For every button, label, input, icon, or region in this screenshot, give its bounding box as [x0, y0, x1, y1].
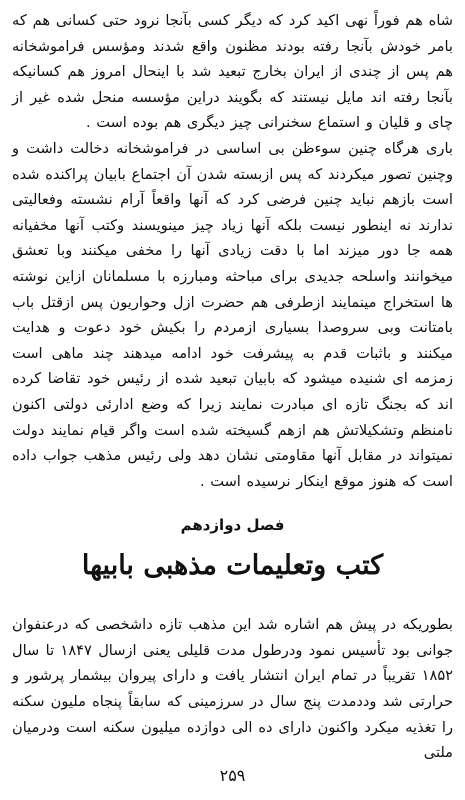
chapter-heading [12, 494, 453, 612]
chapter-title: کتب وتعلیمات مذهبی بابیها [81, 550, 384, 582]
chapter-number: فصل دوازدهم [180, 516, 285, 535]
page-number: ۲۵۹ [219, 766, 246, 785]
paragraph-2: باری هرگاه چنین سوءظن بی اساسی در فراموشخانه دخالت داشت و وچنین تصور میکردند که پس ازبسته شدن آن اجتماع بابیان پراکنده شده است بازهم نباید چنین فرضی کرد که آنها واقعاً آرام نشسته وفعالیتی ندارند نه اینطور نیست بلکه آنها زیاد چیز مینویسند وکتب آنها مخفیانه همه جا دور میزند اما با دقت زیادی آنها را مخفی میکنند وبا تعشق میخوانند واسلحه جدیدی برای مباحثه ومبارزه با مسلمانان ازاین نوشته ها استخراج مینمایند ازطرفی هم حضرت ازل وحواریون پس ازقتل باب بامتانت وبی سروصدا بسیاری ازمردم را بکیش خود دعوت و هدایت میکنند و باثبات قدم به پیشرفت خود ادامه میدهند چند ماهی است زمزمه ای شنیده میشود که بابیان تبعید شده از رئیس خود تقاضا کرده اند که بجنگ تازه ای مبادرت نمایند زیرا که وضع ادارئی دولتی اکنون نامنظم وتشکیلاتش هم ازهم گسیخته شده است واگر قیام نمایند دولت نمیتواند در مقابل آنها مقاومتی نشان دهد ولی رئیس مذهب جواب داده است که هنوز موقع اینکار نرسیده است . [12, 139, 453, 490]
paragraph-3: بطوریکه در پیش هم اشاره شد این مذهب تازه داشخصی که درعنفوان جوانی بود تأسیس نمود ودرطول مدت قلیلی یعنی ازسال ۱۸۴۷ تا سال ۱۸۵۲ تقریباً در تمام ایران انتشار یافت و دارای پیروان بیشمار پرشور و حرارتی شد وددمدت پنج سال در سرزمینی که سابقاً پنجاه ملیون سکنه را تغذیه میکرد واکنون دارای ده الی دوازده میلیون سکنه است ودرمیان ملتی [12, 616, 453, 762]
paragraph-1: شاه هم فوراً نهی اکید کرد که دیگر کسی بآنجا نرود حتی کسانی هم که بامر خودش بآنجا رفته بودند مظنون واقع شدند ومؤسس فراموشخانه هم پس از چندی از ایران بخارج تبعید شد با اینحال امروز هم کسانیکه بآنجا رفته اند مایل نیستند که بگویند دراین مؤسسه منحل شده غیر از چای و قلیان و استماع سخنرانی چیز دیگری هم بوده است . [12, 12, 453, 132]
